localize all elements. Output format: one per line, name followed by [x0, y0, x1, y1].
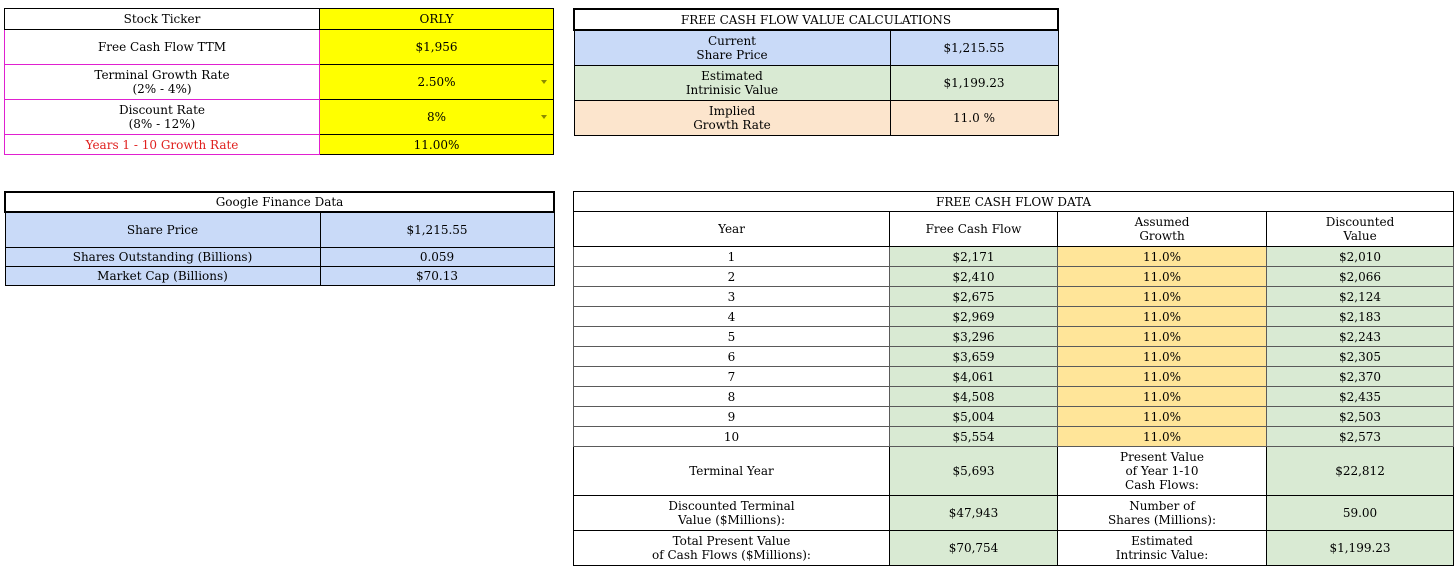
- table-row: [574, 307, 1454, 327]
- discount-rate-label: Discount Rate (8% - 12%): [5, 100, 320, 135]
- discounted-cell: $2,305: [1267, 347, 1454, 367]
- total-pv-label: Total Present Value of Cash Flows ($Millions):: [574, 531, 890, 566]
- table-row: [574, 427, 1454, 447]
- col-header-assumed-growth: Assumed Growth: [1058, 212, 1267, 247]
- gf-shares-outstanding-label: Shares Outstanding (Billions): [5, 247, 320, 266]
- growth-cell: 11.0%: [1058, 307, 1267, 327]
- discounted-cell: $2,183: [1267, 307, 1454, 327]
- fcf-cell: $3,659: [890, 347, 1058, 367]
- estimated-intrinsic-value-label: Estimated Intrinisic Value: [574, 65, 890, 100]
- ticker-label: Stock Ticker: [5, 9, 320, 30]
- pv-cash-flows-label: Present Value of Year 1-10 Cash Flows:: [1058, 447, 1267, 496]
- fcf-cell: $2,410: [890, 267, 1058, 287]
- gf-share-price-label: Share Price: [5, 212, 320, 247]
- inputs-table: [4, 8, 554, 155]
- discounted-cell: $2,503: [1267, 407, 1454, 427]
- growth-cell: 11.0%: [1058, 427, 1267, 447]
- col-header-discounted-value: Discounted Value: [1267, 212, 1454, 247]
- google-finance-title: Google Finance Data: [5, 192, 554, 212]
- discounted-cell: $2,435: [1267, 387, 1454, 407]
- discount-rate-dropdown[interactable]: [320, 100, 554, 135]
- year-cell: 2: [574, 267, 890, 287]
- google-finance-table: [4, 191, 555, 286]
- number-of-shares-label: Number of Shares (Millions):: [1058, 496, 1267, 531]
- gf-market-cap-value: $70.13: [320, 266, 554, 285]
- gf-share-price-value: $1,215.55: [320, 212, 554, 247]
- table-row: [574, 407, 1454, 427]
- chevron-down-icon[interactable]: [541, 80, 547, 84]
- growth-rate-input[interactable]: 11.00%: [320, 135, 554, 155]
- discounted-terminal-label: Discounted Terminal Value ($Millions):: [574, 496, 890, 531]
- implied-growth-rate-value: 11.0 %: [890, 100, 1058, 135]
- growth-cell: 11.0%: [1058, 347, 1267, 367]
- fcf-cell: $2,171: [890, 247, 1058, 267]
- fcf-value-calc-table: [573, 8, 1059, 136]
- summary-row: [574, 447, 1454, 496]
- discounted-cell: $2,573: [1267, 427, 1454, 447]
- current-share-price-value: $1,215.55: [890, 30, 1058, 65]
- growth-cell: 11.0%: [1058, 287, 1267, 307]
- fcf-cell: $4,508: [890, 387, 1058, 407]
- year-cell: 1: [574, 247, 890, 267]
- fcf-ttm-label: Free Cash Flow TTM: [5, 30, 320, 65]
- discounted-terminal-value: $47,943: [890, 496, 1058, 531]
- fcf-cell: $5,004: [890, 407, 1058, 427]
- col-header-year: Year: [574, 212, 890, 247]
- terminal-growth-label: Terminal Growth Rate (2% - 4%): [5, 65, 320, 100]
- terminal-growth-value: 2.50%: [417, 75, 456, 89]
- terminal-year-value: $5,693: [890, 447, 1058, 496]
- pv-cash-flows-value: $22,812: [1267, 447, 1454, 496]
- growth-rate-label: Years 1 - 10 Growth Rate: [5, 135, 320, 155]
- fcf-cell: $2,969: [890, 307, 1058, 327]
- estimated-intrinsic-label: Estimated Intrinsic Value:: [1058, 531, 1267, 566]
- table-row: [574, 387, 1454, 407]
- discounted-cell: $2,370: [1267, 367, 1454, 387]
- table-row: [574, 267, 1454, 287]
- fcf-value-calc-title: FREE CASH FLOW VALUE CALCULATIONS: [574, 9, 1058, 30]
- fcf-ttm-input[interactable]: $1,956: [320, 30, 554, 65]
- implied-growth-rate-label: Implied Growth Rate: [574, 100, 890, 135]
- growth-cell: 11.0%: [1058, 407, 1267, 427]
- year-cell: 3: [574, 287, 890, 307]
- ticker-input[interactable]: ORLY: [320, 9, 554, 30]
- gf-shares-outstanding-value: 0.059: [320, 247, 554, 266]
- estimated-intrinsic-value-summary: $1,199.23: [1267, 531, 1454, 566]
- discounted-cell: $2,010: [1267, 247, 1454, 267]
- col-header-free-cash-flow: Free Cash Flow: [890, 212, 1058, 247]
- table-row: [574, 247, 1454, 267]
- number-of-shares-value: 59.00: [1267, 496, 1454, 531]
- terminal-year-label: Terminal Year: [574, 447, 890, 496]
- year-cell: 10: [574, 427, 890, 447]
- summary-row: [574, 531, 1454, 566]
- fcf-cell: $5,554: [890, 427, 1058, 447]
- chevron-down-icon[interactable]: [541, 115, 547, 119]
- summary-row: [574, 496, 1454, 531]
- fcf-cell: $4,061: [890, 367, 1058, 387]
- growth-cell: 11.0%: [1058, 367, 1267, 387]
- year-cell: 8: [574, 387, 890, 407]
- gf-market-cap-label: Market Cap (Billions): [5, 266, 320, 285]
- fcf-cell: $2,675: [890, 287, 1058, 307]
- fcf-cell: $3,296: [890, 327, 1058, 347]
- growth-cell: 11.0%: [1058, 267, 1267, 287]
- growth-cell: 11.0%: [1058, 327, 1267, 347]
- table-row: [574, 327, 1454, 347]
- growth-cell: 11.0%: [1058, 387, 1267, 407]
- discounted-cell: $2,124: [1267, 287, 1454, 307]
- year-cell: 7: [574, 367, 890, 387]
- year-cell: 5: [574, 327, 890, 347]
- growth-cell: 11.0%: [1058, 247, 1267, 267]
- fcf-data-title: FREE CASH FLOW DATA: [574, 192, 1454, 212]
- estimated-intrinsic-value: $1,199.23: [890, 65, 1058, 100]
- current-share-price-label: Current Share Price: [574, 30, 890, 65]
- fcf-data-table: [573, 191, 1454, 566]
- discount-rate-value: 8%: [426, 110, 447, 124]
- table-row: [574, 347, 1454, 367]
- discounted-cell: $2,243: [1267, 327, 1454, 347]
- table-row: [574, 367, 1454, 387]
- discounted-cell: $2,066: [1267, 267, 1454, 287]
- year-cell: 9: [574, 407, 890, 427]
- year-cell: 6: [574, 347, 890, 367]
- year-cell: 4: [574, 307, 890, 327]
- terminal-growth-dropdown[interactable]: [320, 65, 554, 100]
- table-row: [574, 287, 1454, 307]
- total-pv-value: $70,754: [890, 531, 1058, 566]
